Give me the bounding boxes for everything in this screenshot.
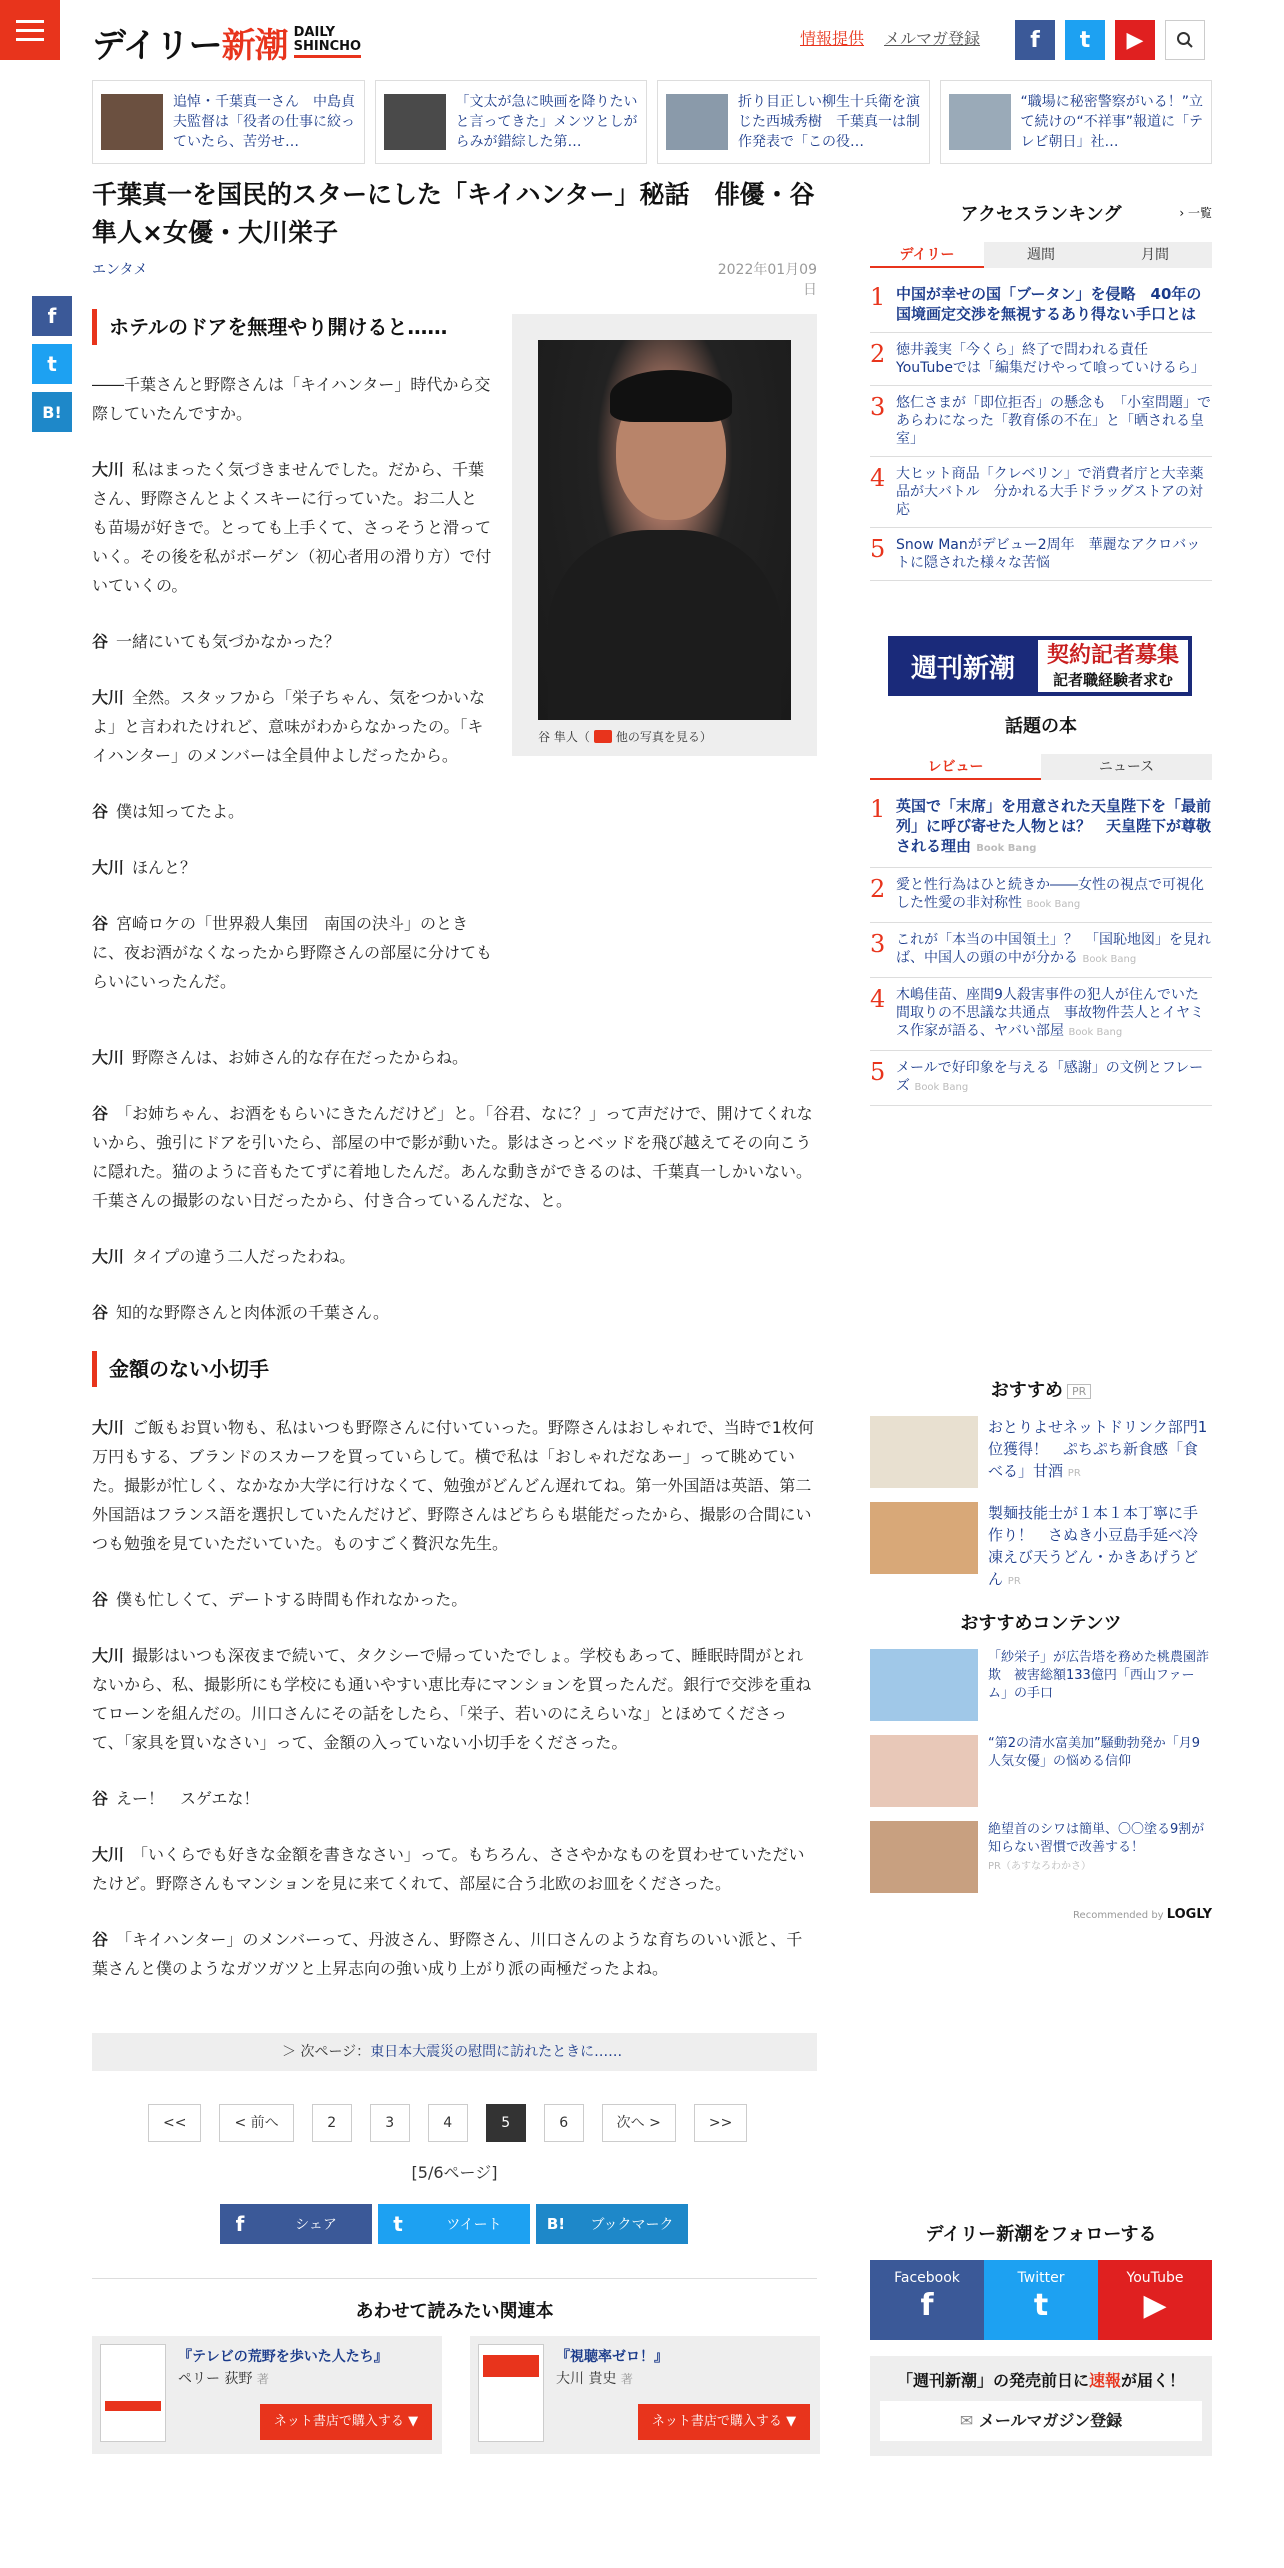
rank-number: 2 bbox=[870, 340, 886, 368]
paragraph-text: 僕は知ってたよ。 bbox=[116, 802, 245, 821]
dialogue-paragraph bbox=[92, 797, 492, 826]
related-book-card bbox=[470, 2336, 820, 2454]
follow-title: デイリー新潮をフォローする bbox=[925, 2224, 1157, 2245]
pager-button[interactable]: 次へ > bbox=[602, 2104, 676, 2142]
follow-twitter-button[interactable]: Twitter t bbox=[984, 2260, 1098, 2340]
recommend-title: “第2の清水富美加”騒動勃発か「月9人気女優」の悩める信仰 bbox=[988, 1736, 1201, 1769]
twitter-share-icon[interactable]: t bbox=[32, 344, 72, 384]
ranking-tabs bbox=[870, 242, 1212, 268]
source-label: Book Bang bbox=[1026, 899, 1081, 910]
recommend-thumbnail bbox=[870, 1502, 978, 1574]
source-label: Book Bang bbox=[1082, 954, 1137, 965]
ranking-item[interactable] bbox=[870, 788, 1212, 868]
logly-logo: LOGLY bbox=[1166, 1907, 1212, 1922]
page-count: [5/6ページ] bbox=[411, 2163, 498, 2182]
recommend-thumbnail bbox=[870, 1821, 978, 1893]
ranking-item-title: 大ヒット商品「クレベリン」で消費者庁と大幸薬品が大バトル 分かれる大手ドラッグストアの対応 bbox=[896, 466, 1204, 518]
story-title: 「文太が急に映画を降りたいと言ってきた」メンツとしがらみが錯綜した第… bbox=[455, 94, 638, 150]
pager-button[interactable]: 3 bbox=[370, 2104, 410, 2142]
buy-button[interactable]: ネット書店で購入する ▼ bbox=[260, 2404, 432, 2440]
speaker-name: 大川 bbox=[92, 688, 125, 707]
source-label: Book Bang bbox=[976, 843, 1037, 854]
ranking-list bbox=[870, 276, 1212, 581]
book-title[interactable]: 『テレビの荒野を歩いた人たち』 bbox=[178, 2349, 388, 2365]
side-share-bar bbox=[32, 296, 72, 432]
paragraph-text: ほんと？ bbox=[132, 858, 197, 877]
story-title: 追悼・千葉真一さん 中島貞夫監督は「役者の仕事に絞っていたら、苦労せ… bbox=[173, 94, 355, 150]
twitter-icon: t bbox=[1033, 2288, 1049, 2323]
recommend-thumbnail bbox=[870, 1735, 978, 1807]
twitter-icon: t bbox=[393, 2212, 403, 2236]
ranking-item[interactable] bbox=[870, 978, 1212, 1051]
recommend-title: 「紗栄子」が広告塔を務めた桃農園詐欺 被害総額133億円「西山ファーム」の手口 bbox=[988, 1650, 1210, 1701]
recommend-item[interactable] bbox=[870, 1821, 1212, 1893]
dialogue-paragraph bbox=[92, 1840, 817, 1898]
ranking-item[interactable] bbox=[870, 1051, 1212, 1106]
ranking-item-title: 悠仁さまが「即位拒否」の懸念も 「小室問題」であらわになった「教育係の不在」と「晒される皇室」 bbox=[896, 395, 1211, 447]
paragraph-text: 「お姉ちゃん、お酒をもらいにきたんだけど」と。「谷君、なに？」って声だけで、開けてくれないから、強引にドアを引いたら、部屋の中で影が動いた。影はさっとベッドを飛び越えてその向こうに隠れた。猫のように音もたてずに着地したんだ。あんな動きができるのは、千葉真一しかいない。千葉さんの撮影のない日だったから、付き合っているんだな、と。 bbox=[92, 1104, 813, 1210]
pager-button[interactable]: 4 bbox=[428, 2104, 468, 2142]
paragraph-text: 「いくらでも好きな金額を書きなさい」って。もちろん、ささやかなものを買わせていただいたけど。野際さんもマンションを見に来てくれて、部屋に合う北欧のお皿をくださった。 bbox=[92, 1845, 805, 1893]
newsletter-box bbox=[870, 2356, 1212, 2456]
follow-widget bbox=[870, 2220, 1212, 2456]
paragraph-text: 全然。スタッフから「栄子ちゃん、気をつかいなよ」と言われたけれど、意味がわからなかったの。「キイハンター」のメンバーは全員仲よしだったから。 bbox=[92, 688, 485, 765]
more-photos-link[interactable]: 他の写真を見る） bbox=[615, 730, 712, 744]
speaker-name: 谷 bbox=[92, 1104, 109, 1123]
pager-button[interactable]: < 前へ bbox=[219, 2104, 293, 2142]
paragraph-text: 僕も忙しくて、デートする時間も作れなかった。 bbox=[116, 1590, 468, 1609]
site-logo[interactable] bbox=[92, 20, 361, 64]
tab-1[interactable]: ニュース bbox=[1041, 754, 1212, 780]
related-books bbox=[92, 2336, 820, 2454]
book-title[interactable]: 『視聴率ゼロ！』 bbox=[556, 2349, 668, 2365]
book-cover[interactable] bbox=[100, 2344, 166, 2442]
article-body-part3 bbox=[92, 1413, 817, 2010]
pagination bbox=[148, 2104, 747, 2142]
book-author: ペリー 荻野 著 bbox=[178, 2371, 269, 2387]
portrait-image bbox=[538, 340, 791, 720]
pager-button[interactable]: 5 bbox=[486, 2104, 526, 2142]
paragraph-text: タイプの違う二人だったわね。 bbox=[132, 1247, 356, 1266]
article-title: 千葉真一を国民的スターにした「キイハンター」秘話 俳優・谷隼人×女優・大川栄子 bbox=[92, 180, 815, 247]
paragraph-text: 撮影はいつも深夜まで続いて、タクシーで帰っていたでしょ。学校もあって、睡眠時間がとれないから、私、撮影所にも学校にも通いやすい恵比寿にマンションを買ったんだ。銀行で交渉を重ねてローンを組んだの。川口さんにその話をしたら、「栄子、若いのにえらいな」とほめてくださって、「家具を買いなさい」って、金額の入っていない小切手をくださった。 bbox=[92, 1646, 812, 1752]
facebook-icon: f bbox=[235, 2212, 245, 2236]
dialogue-paragraph bbox=[92, 853, 492, 882]
recommend-item[interactable] bbox=[870, 1416, 1212, 1488]
speaker-name: 谷 bbox=[92, 1590, 109, 1609]
rank-number: 3 bbox=[870, 393, 886, 421]
tab-0[interactable]: デイリー bbox=[870, 242, 984, 268]
article-body-part2 bbox=[92, 1043, 817, 1354]
rank-number: 1 bbox=[870, 795, 886, 823]
recommend-title: 製麺技能士が１本１本丁寧に手作り！ さぬき小豆島手延べ冷凍えび天うどん・かきあげうどん PR bbox=[988, 1504, 1199, 1588]
speaker-name: 谷 bbox=[92, 802, 109, 821]
recommend-item[interactable] bbox=[870, 1649, 1212, 1721]
ranking-item[interactable] bbox=[870, 386, 1212, 457]
speaker-name: 大川 bbox=[92, 1845, 125, 1864]
rank-number: 5 bbox=[870, 1058, 886, 1086]
ranking-item-title: 愛と性行為はひと続きか――女性の視点で可視化した性愛の非対称性 Book Bang bbox=[896, 877, 1204, 911]
tab-1[interactable]: 週間 bbox=[984, 242, 1098, 268]
story-title: 折り目正しい柳生十兵衛を演じた西城秀樹 千葉真一は制作発表で「この役… bbox=[738, 94, 920, 150]
ranking-item-title: 徳井義実「今くら」終了で問われる責任 YouTubeでは「編集だけやって喰っていけるら」 bbox=[896, 342, 1205, 376]
topic-books-title: 話題の本 bbox=[1005, 716, 1077, 737]
photo-caption: 谷 隼人（ 他の写真を見る） bbox=[538, 730, 712, 744]
menu-button[interactable] bbox=[0, 0, 60, 60]
recommend-thumbnail bbox=[870, 1649, 978, 1721]
top-story-card[interactable] bbox=[375, 80, 648, 164]
dialogue-paragraph bbox=[92, 1099, 817, 1215]
topic-books-widget bbox=[870, 712, 1212, 1106]
book-author: 大川 貴史 著 bbox=[556, 2371, 633, 2387]
recruit-ad-banner[interactable]: 週刊新潮 契約記者募集 記者職経験者求む bbox=[888, 636, 1192, 696]
recommend-thumbnail bbox=[870, 1416, 978, 1488]
next-page-box: ＞ 次ページ：東日本大震災の慰問に訪れたときに…… bbox=[92, 2033, 817, 2071]
buy-button[interactable]: ネット書店で購入する ▼ bbox=[638, 2404, 810, 2440]
dialogue-paragraph bbox=[92, 1925, 817, 1983]
top-story-card[interactable] bbox=[657, 80, 930, 164]
twitter-share-button[interactable]: t ツイート bbox=[378, 2204, 530, 2244]
newsletter-text: 「週刊新潮」の発売前日に速報が届く！ bbox=[896, 2371, 1186, 2390]
tab-2[interactable]: 月間 bbox=[1098, 242, 1212, 268]
dialogue-paragraph bbox=[92, 1784, 817, 1813]
ranking-item[interactable] bbox=[870, 528, 1212, 581]
recommended-by: Recommended by LOGLY bbox=[1073, 1907, 1212, 1922]
dialogue-paragraph bbox=[92, 1413, 817, 1558]
article-photo[interactable] bbox=[512, 314, 817, 756]
story-thumbnail bbox=[666, 94, 728, 150]
speaker-name: 谷 bbox=[92, 1789, 109, 1808]
mail-icon: ✉ bbox=[959, 2411, 974, 2430]
ranking-item[interactable] bbox=[870, 333, 1212, 386]
recommend-title: 絶望首のシワは簡単、〇〇塗る9割が知らない習慣で改善する！ PR（あすなろわかさ） bbox=[988, 1822, 1205, 1872]
top-story-card[interactable] bbox=[940, 80, 1213, 164]
story-thumbnail bbox=[384, 94, 446, 150]
ranking-item-title: 英国で「末席」を用意された天皇陛下を「最前列」に呼び寄せた人物とは？ 天皇陛下が尊敬される理由 Book Bang bbox=[896, 797, 1212, 855]
source-label: Book Bang bbox=[914, 1082, 969, 1093]
paragraph-text: 一緒にいても気づかなかった？ bbox=[116, 632, 341, 651]
speaker-name: 大川 bbox=[92, 1418, 125, 1437]
ranking-item-title: メールで好印象を与える「感謝」の文例とフレーズ Book Bang bbox=[896, 1060, 1204, 1094]
speaker-name: 大川 bbox=[92, 1247, 125, 1266]
tips-link[interactable]: 情報提供 bbox=[800, 29, 865, 48]
top-stories bbox=[92, 80, 1212, 164]
newsletter-signup-button[interactable]: ✉ メールマガジン登録 bbox=[880, 2401, 1202, 2441]
category-link[interactable]: エンタメ bbox=[92, 262, 148, 278]
hatena-bookmark-icon: B! bbox=[546, 2215, 566, 2233]
book-cover[interactable] bbox=[478, 2344, 544, 2442]
newsletter-link[interactable]: メルマガ登録 bbox=[884, 29, 981, 48]
youtube-icon: ▶ bbox=[1143, 2288, 1167, 2323]
hatena-bookmark-button[interactable]: B! ブックマーク bbox=[536, 2204, 688, 2244]
tab-0[interactable]: レビュー bbox=[870, 754, 1041, 780]
speaker-name: 大川 bbox=[92, 858, 125, 877]
related-book-card bbox=[92, 2336, 442, 2454]
rank-number: 3 bbox=[870, 930, 886, 958]
ranking-item-title: 木嶋佳苗、座間9人殺害事件の犯人が住んでいた間取りの不思議な共通点 事故物件芸人とイヤミス作家が語る、ヤバい部屋 Book Bang bbox=[896, 987, 1204, 1039]
dialogue-paragraph bbox=[92, 1043, 817, 1072]
follow-facebook-button[interactable]: Facebook f bbox=[870, 2260, 984, 2340]
speaker-name: 大川 bbox=[92, 1048, 125, 1067]
pager-button[interactable]: 2 bbox=[312, 2104, 352, 2142]
youtube-icon[interactable]: ▶ bbox=[1115, 20, 1155, 60]
paragraph-text: 「キイハンター」のメンバーって、丹波さん、野際さん、川口さんのような育ちのいい派と、千葉さんと僕のようなガツガツと上昇志向の強い成り上がり派の両極だったよね。 bbox=[92, 1930, 803, 1978]
paragraph-text: 知的な野際さんと肉体派の千葉さん。 bbox=[116, 1303, 389, 1322]
rank-number: 2 bbox=[870, 875, 886, 903]
ranking-widget bbox=[870, 200, 1212, 581]
search-icon[interactable] bbox=[1165, 20, 1205, 60]
story-thumbnail bbox=[949, 94, 1011, 150]
facebook-icon: f bbox=[920, 2288, 934, 2323]
ranking-item[interactable] bbox=[870, 457, 1212, 528]
recommend-item[interactable] bbox=[870, 1502, 1212, 1593]
pager-button[interactable]: >> bbox=[694, 2104, 747, 2142]
pager-button[interactable]: << bbox=[148, 2104, 201, 2142]
ranking-item[interactable] bbox=[870, 923, 1212, 978]
section-heading: 金額のない小切手 bbox=[92, 1351, 269, 1387]
dialogue-paragraph bbox=[92, 627, 492, 656]
rank-number: 1 bbox=[870, 283, 886, 311]
recommend-item[interactable] bbox=[870, 1735, 1212, 1807]
ranking-item[interactable] bbox=[870, 276, 1212, 333]
speaker-name: 谷 bbox=[92, 1303, 109, 1322]
ranking-item-title: これが「本当の中国領土」？ 「国恥地図」を見れば、中国人の頭の中が分かる Book Bang bbox=[896, 932, 1211, 966]
pager-button[interactable]: 6 bbox=[544, 2104, 584, 2142]
related-books-heading: あわせて読みたい関連本 bbox=[92, 2278, 817, 2323]
dialogue-paragraph bbox=[92, 1585, 817, 1614]
paragraph-text: 宮崎ロケの「世界殺人集団 南国の決斗」のときに、夜お酒がなくなったから野際さんの部屋に分けてもらいにいったんだ。 bbox=[92, 914, 493, 991]
top-story-card[interactable] bbox=[92, 80, 365, 164]
paragraph-text: ご飯もお買い物も、私はいつも野際さんに付いていった。野際さんはおしゃれで、当時で1枚何万円もする、ブランドのスカーフを買っていらして。横で私は「おしゃれだなあー」って眺めていた。撮影が忙しく、なかなか大学に行けなくて、勉強がどんどん遅れてね。第一外国語は英語、第二外国語はフランス語を選択していたんだけど、野際さんはどちらも堪能だったから、撮影の合間にいつも勉強を見ていただいていた。ものすごく贅沢な先生。 bbox=[92, 1418, 814, 1553]
follow-youtube-button[interactable]: YouTube ▶ bbox=[1098, 2260, 1212, 2340]
ranking-item[interactable] bbox=[870, 868, 1212, 923]
paragraph-text: 私はまったく気づきませんでした。だから、千葉さん、野際さんとよくスキーに行っていた。お二人とも苗場が好きで。とっても上手くて、さっそうと滑っていく。その後を私がボーゲン（初心者用の滑り方）で付いていくの。 bbox=[92, 460, 492, 595]
dialogue-paragraph bbox=[92, 455, 492, 600]
logo-jp: デイリー新潮 bbox=[92, 25, 288, 66]
topic-books-list bbox=[870, 788, 1212, 1106]
dialogue-paragraph bbox=[92, 909, 492, 996]
speaker-name: 大川 bbox=[92, 1646, 125, 1665]
speaker-name: 大川 bbox=[92, 460, 125, 479]
dialogue-paragraph bbox=[92, 1298, 817, 1327]
story-thumbnail bbox=[101, 94, 163, 150]
rank-number: 5 bbox=[870, 535, 886, 563]
speaker-name: 谷 bbox=[92, 632, 109, 651]
source-label: Book Bang bbox=[1068, 1027, 1123, 1038]
ranking-item-title: Snow Manがデビュー2周年 華麗なアクロバットに隠された様々な苦悩 bbox=[896, 537, 1201, 571]
rank-number: 4 bbox=[870, 985, 886, 1013]
dialogue-paragraph bbox=[92, 370, 492, 428]
logo-en: DAILY SHINCHO bbox=[294, 26, 361, 58]
osusume-title: おすすめ PR bbox=[870, 1376, 1212, 1402]
publish-date: 2022年01月09日 bbox=[717, 262, 817, 298]
paragraph-text: えー！ スゲエな！ bbox=[116, 1789, 260, 1808]
ranking-more-link[interactable]: › 一覧 bbox=[1179, 206, 1212, 220]
story-title: “職場に秘密警察がいる！”立て続けの“不祥事”報道に「テレビ朝日」社… bbox=[1020, 94, 1203, 150]
twitter-icon[interactable]: t bbox=[1065, 20, 1105, 60]
ranking-item-title: 中国が幸せの国「ブータン」を侵略 40年の国境画定交渉を無視するあり得ない手口とは bbox=[896, 285, 1202, 323]
paragraph-text: 野際さんは、お姉さん的な存在だったからね。 bbox=[132, 1048, 469, 1067]
speaker-name: 谷 bbox=[92, 914, 109, 933]
next-page-link[interactable]: 東日本大震災の慰問に訪れたときに…… bbox=[370, 2044, 623, 2060]
article-body-part1 bbox=[92, 370, 492, 1023]
osusume-widget bbox=[870, 1376, 1212, 1922]
speaker-name: 谷 bbox=[92, 1930, 109, 1949]
rank-number: 4 bbox=[870, 464, 886, 492]
hatena-bookmark-icon[interactable]: B! bbox=[32, 392, 72, 432]
recommend-title: おとりよせネットドリンク部門1位獲得！ ぷちぷち新食感「食べる」甘酒 PR bbox=[988, 1418, 1208, 1480]
contents-title: おすすめコンテンツ bbox=[960, 1613, 1122, 1634]
facebook-share-icon[interactable]: f bbox=[32, 296, 72, 336]
topic-books-tabs bbox=[870, 754, 1212, 780]
dialogue-paragraph bbox=[92, 1242, 817, 1271]
dialogue-paragraph bbox=[92, 1641, 817, 1757]
bottom-share-bar bbox=[220, 2204, 688, 2244]
section-heading: ホテルのドアを無理やり開けると…… bbox=[92, 309, 447, 345]
ranking-title: アクセスランキング › 一覧 bbox=[960, 204, 1212, 225]
facebook-icon[interactable]: f bbox=[1015, 20, 1055, 60]
paragraph-text: ――千葉さんと野際さんは「キイハンター」時代から交際していたんですか。 bbox=[92, 375, 491, 423]
facebook-share-button[interactable]: f シェア bbox=[220, 2204, 372, 2244]
camera-icon bbox=[594, 730, 612, 743]
dialogue-paragraph bbox=[92, 683, 492, 770]
